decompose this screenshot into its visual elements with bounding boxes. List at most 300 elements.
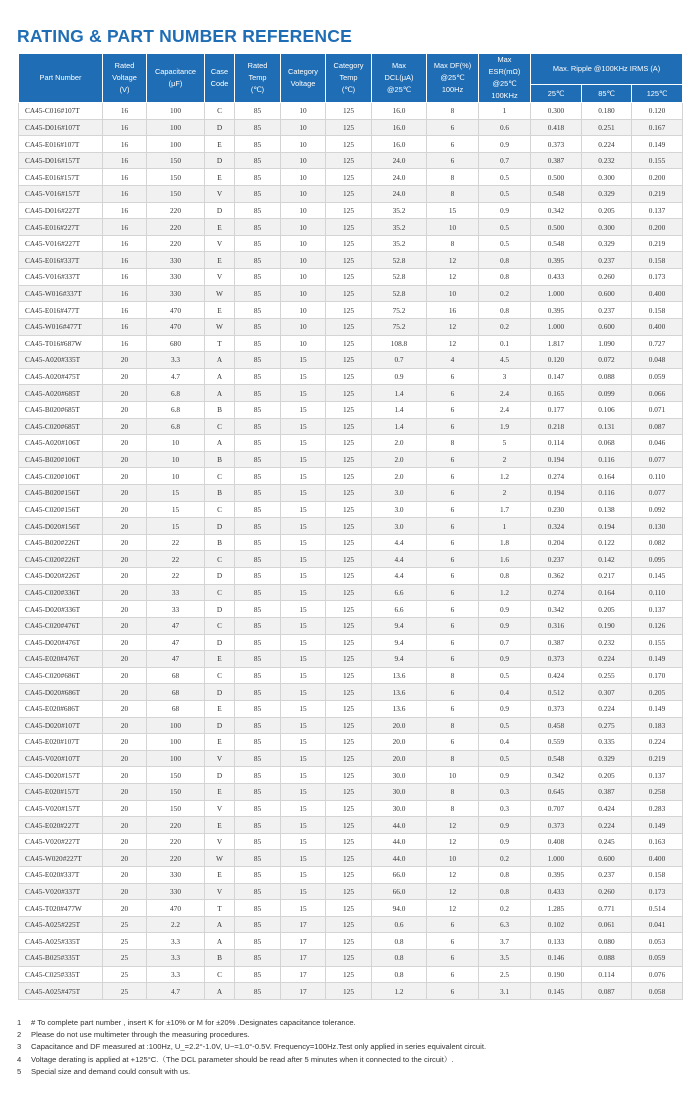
page-title: RATING & PART NUMBER REFERENCE xyxy=(17,26,352,46)
cell-rated-voltage: 16 xyxy=(103,335,147,352)
cell-category-temp: 125 xyxy=(326,136,372,153)
cell-part-number: CA45-C020#685T xyxy=(19,418,103,435)
cell-ripple-85c: 0.217 xyxy=(582,568,632,585)
cell-rated-temp: 85 xyxy=(235,534,281,551)
cell-category-voltage: 15 xyxy=(281,651,326,668)
cell-ripple-25c: 0.418 xyxy=(531,119,582,136)
cell-max-esr: 1.9 xyxy=(479,418,531,435)
cell-ripple-125c: 0.053 xyxy=(632,933,683,950)
header-case-code: Case Code xyxy=(205,54,235,103)
cell-max-df: 12 xyxy=(427,817,479,834)
cell-ripple-25c: 0.114 xyxy=(531,435,582,452)
cell-rated-temp: 85 xyxy=(235,651,281,668)
table-row xyxy=(19,318,683,335)
cell-capacitance: 4.7 xyxy=(147,368,205,385)
cell-rated-voltage: 16 xyxy=(103,169,147,186)
cell-category-voltage: 15 xyxy=(281,534,326,551)
table-header xyxy=(19,54,683,103)
cell-ripple-85c: 0.087 xyxy=(582,983,632,1000)
table-row xyxy=(19,800,683,817)
cell-ripple-25c: 0.373 xyxy=(531,136,582,153)
cell-max-esr: 0.7 xyxy=(479,634,531,651)
cell-ripple-85c: 0.205 xyxy=(582,601,632,618)
cell-part-number: CA45-D020#157T xyxy=(19,767,103,784)
table-row xyxy=(19,169,683,186)
cell-max-esr: 1.6 xyxy=(479,551,531,568)
cell-rated-temp: 85 xyxy=(235,833,281,850)
cell-ripple-25c: 0.395 xyxy=(531,302,582,319)
cell-category-temp: 125 xyxy=(326,568,372,585)
cell-ripple-125c: 0.137 xyxy=(632,767,683,784)
cell-category-voltage: 15 xyxy=(281,634,326,651)
cell-category-temp: 125 xyxy=(326,534,372,551)
cell-rated-temp: 85 xyxy=(235,501,281,518)
cell-max-esr: 0.9 xyxy=(479,817,531,834)
cell-ripple-25c: 0.274 xyxy=(531,584,582,601)
cell-category-voltage: 15 xyxy=(281,468,326,485)
cell-category-temp: 125 xyxy=(326,850,372,867)
cell-max-esr: 0.9 xyxy=(479,767,531,784)
cell-ripple-125c: 0.066 xyxy=(632,385,683,402)
cell-case-code: E xyxy=(205,734,235,751)
cell-ripple-25c: 0.433 xyxy=(531,883,582,900)
cell-category-temp: 125 xyxy=(326,269,372,286)
cell-max-df: 6 xyxy=(427,568,479,585)
cell-category-temp: 125 xyxy=(326,169,372,186)
cell-max-dcl: 0.8 xyxy=(372,966,427,983)
cell-rated-temp: 85 xyxy=(235,983,281,1000)
cell-part-number: CA45-D020#336T xyxy=(19,601,103,618)
table-row xyxy=(19,916,683,933)
cell-max-df: 12 xyxy=(427,867,479,884)
cell-case-code: D xyxy=(205,684,235,701)
cell-rated-temp: 85 xyxy=(235,368,281,385)
cell-rated-voltage: 25 xyxy=(103,983,147,1000)
cell-part-number: CA45-T016#687W xyxy=(19,335,103,352)
cell-rated-voltage: 20 xyxy=(103,700,147,717)
cell-ripple-85c: 0.194 xyxy=(582,518,632,535)
cell-ripple-85c: 0.307 xyxy=(582,684,632,701)
cell-max-dcl: 35.2 xyxy=(372,235,427,252)
header-max-dcl: Max DCL(μA) @25℃ xyxy=(372,54,427,103)
cell-max-esr: 0.9 xyxy=(479,833,531,850)
cell-ripple-125c: 0.258 xyxy=(632,783,683,800)
cell-rated-voltage: 20 xyxy=(103,617,147,634)
cell-ripple-85c: 0.275 xyxy=(582,717,632,734)
cell-max-dcl: 0.9 xyxy=(372,368,427,385)
cell-part-number: CA45-W016#337T xyxy=(19,285,103,302)
cell-rated-temp: 85 xyxy=(235,916,281,933)
cell-ripple-25c: 1.000 xyxy=(531,285,582,302)
cell-max-df: 6 xyxy=(427,950,479,967)
cell-category-temp: 125 xyxy=(326,235,372,252)
cell-category-temp: 125 xyxy=(326,435,372,452)
cell-category-voltage: 15 xyxy=(281,418,326,435)
cell-capacitance: 330 xyxy=(147,867,205,884)
cell-max-dcl: 75.2 xyxy=(372,302,427,319)
cell-max-df: 10 xyxy=(427,285,479,302)
table-row xyxy=(19,252,683,269)
cell-rated-voltage: 20 xyxy=(103,651,147,668)
cell-max-df: 10 xyxy=(427,850,479,867)
cell-capacitance: 220 xyxy=(147,833,205,850)
cell-case-code: E xyxy=(205,252,235,269)
cell-part-number: CA45-C016#107T xyxy=(19,103,103,120)
cell-ripple-85c: 0.232 xyxy=(582,634,632,651)
cell-category-temp: 125 xyxy=(326,601,372,618)
cell-category-temp: 125 xyxy=(326,219,372,236)
cell-max-dcl: 44.0 xyxy=(372,817,427,834)
cell-ripple-85c: 0.260 xyxy=(582,269,632,286)
footnote-text: Capacitance and DF measured at :100Hz, U_=2.2°-1.0V, U~=1.0°-0.5V. Frequency=100Hz.Test only applied in series equivalent circuit. xyxy=(31,1042,487,1052)
cell-category-temp: 125 xyxy=(326,352,372,369)
cell-category-voltage: 10 xyxy=(281,318,326,335)
cell-case-code: D xyxy=(205,634,235,651)
cell-ripple-125c: 0.092 xyxy=(632,501,683,518)
table-row xyxy=(19,385,683,402)
cell-capacitance: 330 xyxy=(147,252,205,269)
cell-max-df: 6 xyxy=(427,518,479,535)
cell-max-df: 6 xyxy=(427,401,479,418)
cell-case-code: D xyxy=(205,152,235,169)
cell-category-temp: 125 xyxy=(326,119,372,136)
cell-ripple-25c: 0.458 xyxy=(531,717,582,734)
cell-rated-voltage: 16 xyxy=(103,136,147,153)
table-row xyxy=(19,950,683,967)
cell-rated-voltage: 20 xyxy=(103,900,147,917)
cell-rated-voltage: 16 xyxy=(103,302,147,319)
cell-ripple-125c: 0.110 xyxy=(632,584,683,601)
cell-ripple-125c: 0.126 xyxy=(632,617,683,634)
footnote-item xyxy=(17,1066,486,1078)
table-row xyxy=(19,883,683,900)
cell-rated-temp: 85 xyxy=(235,966,281,983)
cell-part-number: CA45-A025#225T xyxy=(19,916,103,933)
footnote-number: 3 xyxy=(17,1042,22,1052)
cell-ripple-25c: 1.285 xyxy=(531,900,582,917)
cell-rated-temp: 85 xyxy=(235,186,281,203)
cell-part-number: CA45-E016#107T xyxy=(19,136,103,153)
table-row xyxy=(19,667,683,684)
cell-case-code: E xyxy=(205,302,235,319)
cell-rated-voltage: 25 xyxy=(103,950,147,967)
cell-ripple-85c: 0.122 xyxy=(582,534,632,551)
cell-max-df: 12 xyxy=(427,335,479,352)
cell-max-esr: 2.4 xyxy=(479,401,531,418)
cell-rated-voltage: 20 xyxy=(103,518,147,535)
cell-ripple-125c: 0.219 xyxy=(632,186,683,203)
cell-case-code: V xyxy=(205,800,235,817)
cell-rated-temp: 85 xyxy=(235,103,281,120)
cell-capacitance: 330 xyxy=(147,269,205,286)
cell-category-voltage: 15 xyxy=(281,435,326,452)
cell-ripple-85c: 0.164 xyxy=(582,584,632,601)
footnote-number: 1 xyxy=(17,1018,22,1027)
cell-ripple-125c: 0.149 xyxy=(632,651,683,668)
cell-part-number: CA45-E020#157T xyxy=(19,783,103,800)
cell-category-voltage: 15 xyxy=(281,767,326,784)
header-ripple-125c: 125℃ xyxy=(632,85,683,103)
cell-rated-temp: 85 xyxy=(235,119,281,136)
table-row xyxy=(19,352,683,369)
cell-category-voltage: 15 xyxy=(281,352,326,369)
cell-max-esr: 0.8 xyxy=(479,269,531,286)
cell-max-esr: 0.9 xyxy=(479,617,531,634)
cell-ripple-125c: 0.149 xyxy=(632,817,683,834)
cell-category-temp: 125 xyxy=(326,302,372,319)
cell-case-code: V xyxy=(205,750,235,767)
cell-max-dcl: 24.0 xyxy=(372,169,427,186)
cell-ripple-85c: 0.335 xyxy=(582,734,632,751)
cell-category-temp: 125 xyxy=(326,783,372,800)
cell-ripple-125c: 0.137 xyxy=(632,202,683,219)
cell-category-voltage: 15 xyxy=(281,800,326,817)
cell-part-number: CA45-W016#477T xyxy=(19,318,103,335)
cell-max-df: 6 xyxy=(427,966,479,983)
cell-ripple-25c: 0.707 xyxy=(531,800,582,817)
cell-ripple-85c: 0.205 xyxy=(582,202,632,219)
cell-max-dcl: 4.4 xyxy=(372,551,427,568)
cell-max-dcl: 9.4 xyxy=(372,651,427,668)
cell-category-voltage: 15 xyxy=(281,883,326,900)
cell-max-dcl: 108.8 xyxy=(372,335,427,352)
cell-ripple-25c: 1.000 xyxy=(531,318,582,335)
cell-rated-temp: 85 xyxy=(235,717,281,734)
cell-case-code: C xyxy=(205,551,235,568)
cell-ripple-125c: 0.149 xyxy=(632,700,683,717)
cell-rated-voltage: 16 xyxy=(103,119,147,136)
cell-ripple-25c: 0.237 xyxy=(531,551,582,568)
cell-ripple-125c: 0.283 xyxy=(632,800,683,817)
cell-rated-voltage: 20 xyxy=(103,468,147,485)
cell-max-df: 6 xyxy=(427,551,479,568)
cell-part-number: CA45-A025#475T xyxy=(19,983,103,1000)
table-row xyxy=(19,966,683,983)
cell-ripple-25c: 0.165 xyxy=(531,385,582,402)
cell-part-number: CA45-E016#227T xyxy=(19,219,103,236)
cell-part-number: CA45-E016#477T xyxy=(19,302,103,319)
cell-part-number: CA45-V016#227T xyxy=(19,235,103,252)
cell-ripple-85c: 0.116 xyxy=(582,485,632,502)
cell-capacitance: 220 xyxy=(147,850,205,867)
cell-case-code: D xyxy=(205,601,235,618)
cell-capacitance: 3.3 xyxy=(147,966,205,983)
cell-ripple-125c: 0.071 xyxy=(632,401,683,418)
cell-rated-voltage: 20 xyxy=(103,352,147,369)
cell-max-dcl: 4.4 xyxy=(372,568,427,585)
cell-case-code: C xyxy=(205,667,235,684)
cell-capacitance: 6.8 xyxy=(147,418,205,435)
cell-ripple-85c: 0.424 xyxy=(582,800,632,817)
cell-max-dcl: 0.6 xyxy=(372,916,427,933)
cell-max-esr: 0.2 xyxy=(479,900,531,917)
cell-max-dcl: 35.2 xyxy=(372,202,427,219)
cell-category-temp: 125 xyxy=(326,950,372,967)
cell-max-esr: 0.3 xyxy=(479,783,531,800)
cell-ripple-125c: 0.183 xyxy=(632,717,683,734)
cell-ripple-85c: 0.237 xyxy=(582,867,632,884)
cell-max-esr: 1.2 xyxy=(479,584,531,601)
cell-rated-temp: 85 xyxy=(235,169,281,186)
cell-max-dcl: 30.0 xyxy=(372,783,427,800)
cell-case-code: D xyxy=(205,119,235,136)
cell-category-voltage: 15 xyxy=(281,717,326,734)
cell-max-df: 6 xyxy=(427,485,479,502)
footnote-item xyxy=(17,1017,486,1029)
cell-ripple-25c: 0.500 xyxy=(531,169,582,186)
cell-part-number: CA45-W020#227T xyxy=(19,850,103,867)
cell-ripple-85c: 0.771 xyxy=(582,900,632,917)
cell-capacitance: 220 xyxy=(147,817,205,834)
cell-max-df: 6 xyxy=(427,734,479,751)
cell-max-df: 6 xyxy=(427,418,479,435)
cell-category-voltage: 15 xyxy=(281,501,326,518)
cell-max-dcl: 75.2 xyxy=(372,318,427,335)
header-rated-temp: Rated Temp (℃) xyxy=(235,54,281,103)
cell-case-code: B xyxy=(205,451,235,468)
table-row xyxy=(19,518,683,535)
cell-case-code: C xyxy=(205,103,235,120)
table-row xyxy=(19,235,683,252)
table-row xyxy=(19,651,683,668)
cell-case-code: A xyxy=(205,435,235,452)
cell-max-df: 12 xyxy=(427,252,479,269)
cell-rated-temp: 85 xyxy=(235,568,281,585)
table-row xyxy=(19,451,683,468)
cell-case-code: B xyxy=(205,485,235,502)
cell-rated-temp: 85 xyxy=(235,684,281,701)
cell-category-voltage: 10 xyxy=(281,119,326,136)
cell-ripple-125c: 0.059 xyxy=(632,368,683,385)
cell-part-number: CA45-B020#156T xyxy=(19,485,103,502)
cell-part-number: CA45-B020#226T xyxy=(19,534,103,551)
cell-max-esr: 3 xyxy=(479,368,531,385)
cell-capacitance: 33 xyxy=(147,601,205,618)
cell-capacitance: 3.3 xyxy=(147,352,205,369)
cell-case-code: V xyxy=(205,235,235,252)
cell-max-esr: 0.8 xyxy=(479,883,531,900)
cell-category-temp: 125 xyxy=(326,800,372,817)
cell-rated-temp: 85 xyxy=(235,252,281,269)
cell-case-code: D xyxy=(205,518,235,535)
cell-max-dcl: 30.0 xyxy=(372,800,427,817)
cell-ripple-85c: 0.138 xyxy=(582,501,632,518)
cell-rated-voltage: 25 xyxy=(103,966,147,983)
header-part-number: Part Number xyxy=(19,54,103,103)
cell-capacitance: 150 xyxy=(147,800,205,817)
cell-ripple-25c: 0.408 xyxy=(531,833,582,850)
cell-ripple-125c: 0.170 xyxy=(632,667,683,684)
table-row xyxy=(19,435,683,452)
cell-ripple-25c: 0.146 xyxy=(531,950,582,967)
cell-rated-voltage: 20 xyxy=(103,401,147,418)
footnote-number: 4 xyxy=(17,1054,22,1064)
cell-max-esr: 0.9 xyxy=(479,700,531,717)
cell-capacitance: 22 xyxy=(147,551,205,568)
cell-ripple-25c: 0.194 xyxy=(531,485,582,502)
cell-ripple-25c: 0.145 xyxy=(531,983,582,1000)
cell-max-dcl: 2.0 xyxy=(372,468,427,485)
cell-max-dcl: 30.0 xyxy=(372,767,427,784)
cell-rated-voltage: 20 xyxy=(103,817,147,834)
header-ripple-25c: 25℃ xyxy=(531,85,582,103)
cell-category-temp: 125 xyxy=(326,734,372,751)
table-row xyxy=(19,468,683,485)
cell-capacitance: 47 xyxy=(147,617,205,634)
table-row xyxy=(19,617,683,634)
cell-capacitance: 68 xyxy=(147,667,205,684)
cell-ripple-85c: 0.300 xyxy=(582,169,632,186)
cell-category-voltage: 15 xyxy=(281,451,326,468)
cell-capacitance: 220 xyxy=(147,219,205,236)
cell-capacitance: 150 xyxy=(147,186,205,203)
cell-ripple-125c: 0.514 xyxy=(632,900,683,917)
cell-ripple-25c: 1.817 xyxy=(531,335,582,352)
cell-ripple-85c: 0.142 xyxy=(582,551,632,568)
cell-ripple-25c: 0.512 xyxy=(531,684,582,701)
cell-ripple-85c: 0.061 xyxy=(582,916,632,933)
cell-category-temp: 125 xyxy=(326,717,372,734)
cell-ripple-85c: 0.329 xyxy=(582,750,632,767)
table-row xyxy=(19,119,683,136)
cell-rated-voltage: 20 xyxy=(103,485,147,502)
cell-case-code: V xyxy=(205,269,235,286)
cell-part-number: CA45-A020#685T xyxy=(19,385,103,402)
cell-part-number: CA45-V016#337T xyxy=(19,269,103,286)
cell-max-dcl: 0.8 xyxy=(372,933,427,950)
cell-rated-temp: 85 xyxy=(235,219,281,236)
cell-max-esr: 0.4 xyxy=(479,734,531,751)
cell-ripple-125c: 0.058 xyxy=(632,983,683,1000)
table-row xyxy=(19,833,683,850)
cell-category-voltage: 15 xyxy=(281,783,326,800)
cell-part-number: CA45-V020#227T xyxy=(19,833,103,850)
cell-rated-voltage: 20 xyxy=(103,568,147,585)
cell-max-esr: 1 xyxy=(479,103,531,120)
cell-part-number: CA45-C025#335T xyxy=(19,966,103,983)
cell-rated-temp: 85 xyxy=(235,867,281,884)
header-max-esr: Max ESR(mΩ) @25℃ 100KHz xyxy=(479,54,531,103)
cell-max-dcl: 35.2 xyxy=(372,219,427,236)
cell-ripple-125c: 0.048 xyxy=(632,352,683,369)
cell-rated-voltage: 16 xyxy=(103,318,147,335)
cell-category-temp: 125 xyxy=(326,186,372,203)
cell-capacitance: 470 xyxy=(147,302,205,319)
cell-rated-temp: 85 xyxy=(235,634,281,651)
table-row xyxy=(19,401,683,418)
table-row xyxy=(19,684,683,701)
cell-max-dcl: 13.6 xyxy=(372,684,427,701)
cell-ripple-125c: 0.167 xyxy=(632,119,683,136)
cell-max-df: 12 xyxy=(427,883,479,900)
cell-category-voltage: 15 xyxy=(281,601,326,618)
cell-ripple-25c: 0.548 xyxy=(531,186,582,203)
cell-case-code: C xyxy=(205,584,235,601)
cell-ripple-85c: 0.260 xyxy=(582,883,632,900)
cell-ripple-125c: 0.041 xyxy=(632,916,683,933)
cell-case-code: A xyxy=(205,916,235,933)
cell-ripple-25c: 0.194 xyxy=(531,451,582,468)
cell-category-voltage: 17 xyxy=(281,983,326,1000)
cell-part-number: CA45-E020#686T xyxy=(19,700,103,717)
cell-rated-voltage: 20 xyxy=(103,667,147,684)
cell-capacitance: 100 xyxy=(147,734,205,751)
cell-category-temp: 125 xyxy=(326,983,372,1000)
cell-max-df: 6 xyxy=(427,152,479,169)
cell-case-code: A xyxy=(205,385,235,402)
table-row xyxy=(19,783,683,800)
cell-max-dcl: 66.0 xyxy=(372,883,427,900)
